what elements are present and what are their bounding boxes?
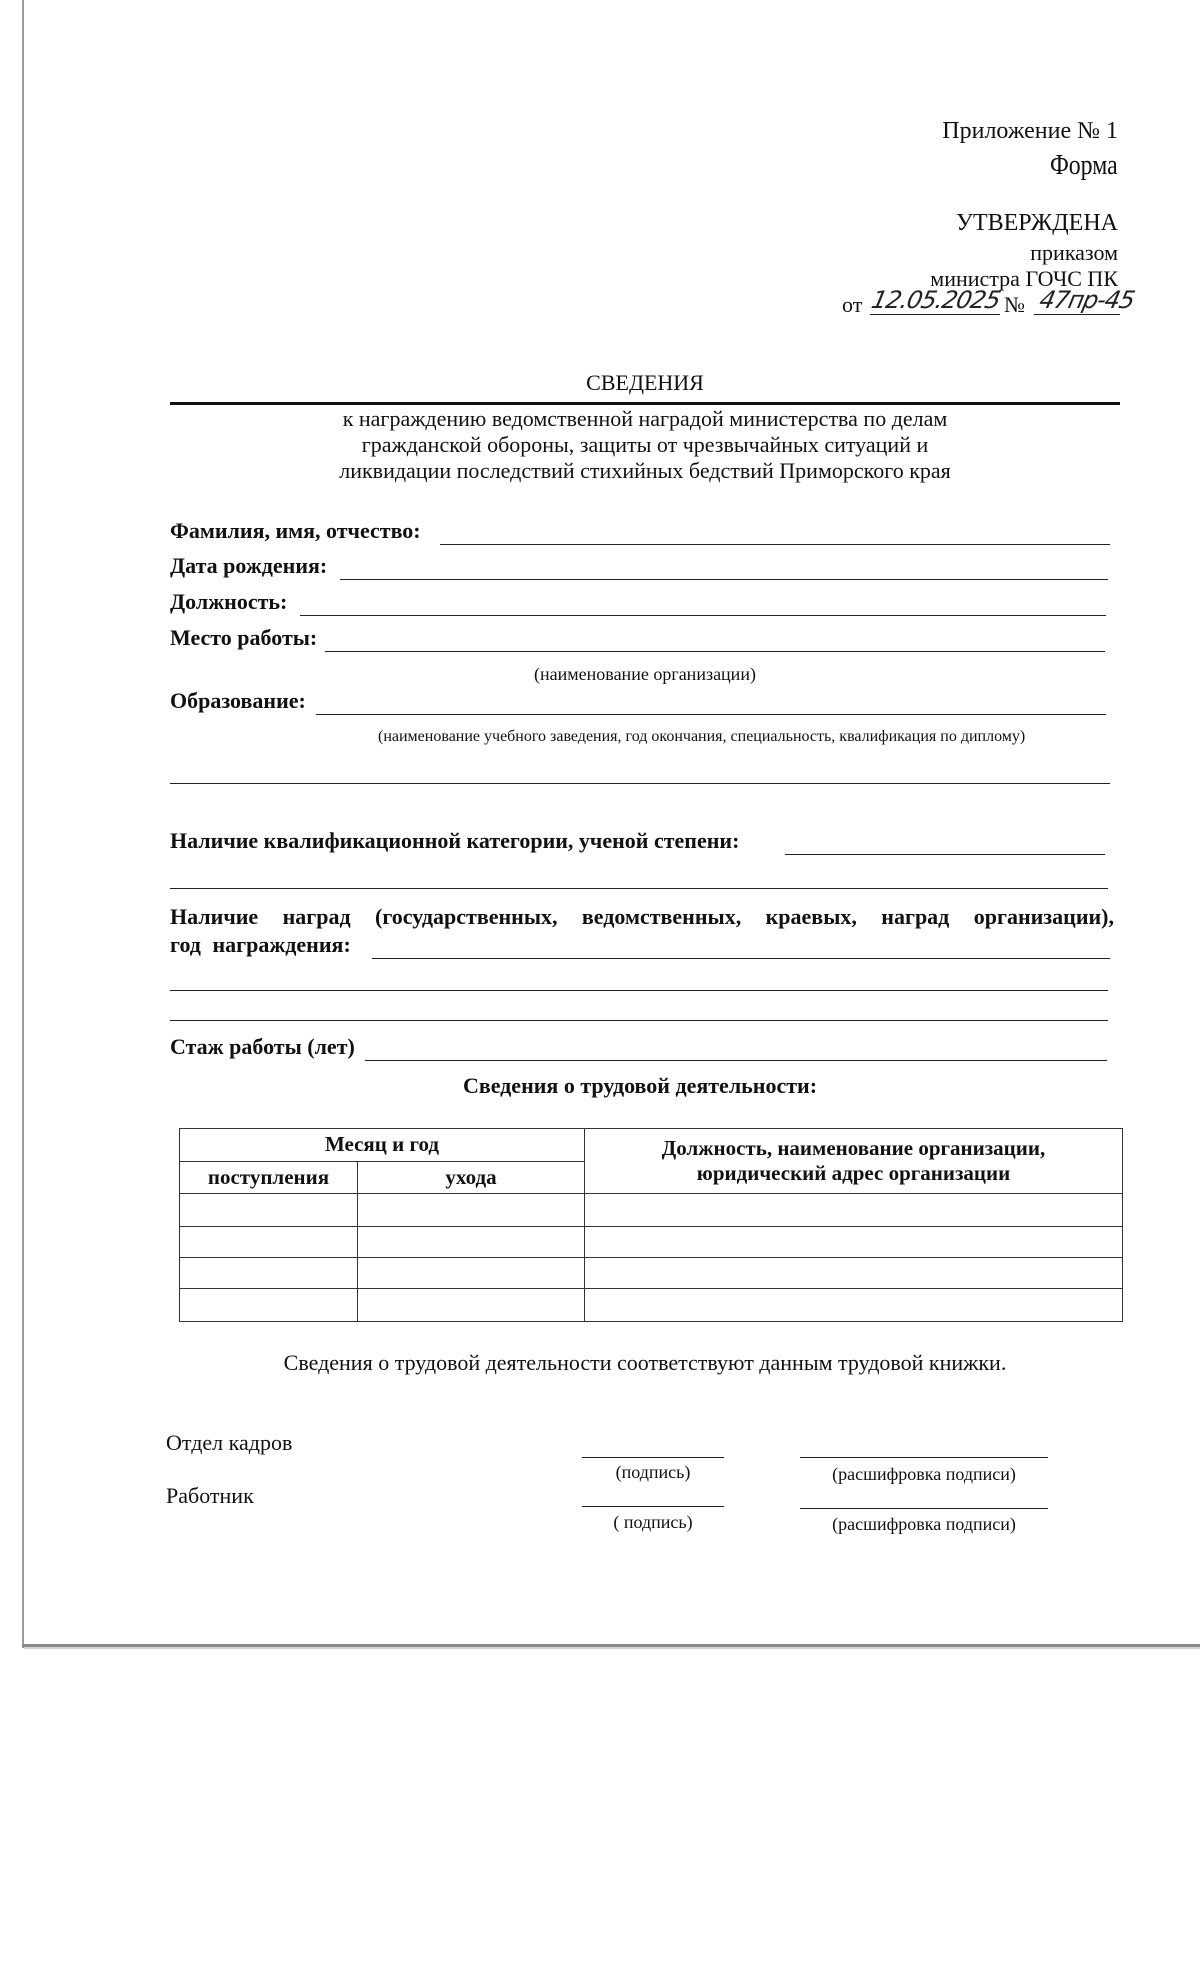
- education-field-continued[interactable]: [170, 783, 1110, 784]
- order-number-underline: [1034, 314, 1120, 315]
- title-rule: [170, 402, 1120, 405]
- qualification-label: Наличие квалификационной категории, ученой степени:: [170, 828, 740, 853]
- work-history-heading: Сведения о трудовой деятельности:: [462, 1073, 818, 1098]
- fio-label: Фамилия, имя, отчество:: [170, 518, 421, 543]
- employee-signature-field[interactable]: [582, 1506, 724, 1507]
- workplace-hint: (наименование организации): [534, 664, 756, 684]
- order-date-underline: [870, 314, 1000, 315]
- order-date-handwritten: 12.05.2025: [869, 286, 1003, 314]
- col-header-start: поступления: [180, 1161, 358, 1194]
- from-label: от: [842, 292, 863, 317]
- col-header-position-line-2: юридический адрес организации: [696, 1161, 1011, 1185]
- cell-end[interactable]: [358, 1226, 585, 1257]
- employee-label: Работник: [166, 1483, 254, 1508]
- qualification-field[interactable]: [785, 854, 1105, 855]
- awards-field-line-2[interactable]: [170, 990, 1108, 991]
- scan-edge-left: [22, 0, 24, 1648]
- cell-position[interactable]: [585, 1289, 1123, 1322]
- approved-label: УТВЕРЖДЕНА: [955, 210, 1118, 236]
- form-label: Форма: [1050, 150, 1118, 181]
- cell-end[interactable]: [358, 1257, 585, 1288]
- education-field[interactable]: [316, 714, 1106, 715]
- birth-date-label: Дата рождения:: [170, 553, 328, 578]
- cell-start[interactable]: [180, 1289, 358, 1322]
- appendix-label: Приложение № 1: [942, 118, 1118, 144]
- col-header-end: ухода: [358, 1161, 585, 1194]
- awards-label-line-2: год награждения:: [170, 932, 351, 957]
- cell-position[interactable]: [585, 1194, 1123, 1227]
- col-header-position: [585, 1129, 1123, 1194]
- experience-field[interactable]: [365, 1060, 1107, 1061]
- fio-field[interactable]: [440, 544, 1110, 545]
- col-header-position-line-1: Должность, наименование организации,: [661, 1136, 1046, 1160]
- cell-start[interactable]: [180, 1194, 358, 1227]
- cell-end[interactable]: [358, 1289, 585, 1322]
- document-title: СВЕДЕНИЯ: [586, 370, 704, 395]
- table-row: [180, 1194, 1123, 1227]
- cell-start[interactable]: [180, 1226, 358, 1257]
- table-row: [180, 1226, 1123, 1257]
- birth-date-field[interactable]: [340, 579, 1108, 580]
- awards-field[interactable]: [372, 958, 1110, 959]
- cell-position[interactable]: [585, 1257, 1123, 1288]
- order-number-handwritten: 47пр-45: [1037, 286, 1137, 314]
- employee-signature-decode-hint: (расшифровка подписи): [832, 1514, 1016, 1534]
- hr-signature-field[interactable]: [582, 1457, 724, 1458]
- experience-label: Стаж работы (лет): [170, 1034, 355, 1059]
- table-row: [180, 1289, 1123, 1322]
- hr-signature-decode-hint: (расшифровка подписи): [832, 1464, 1016, 1484]
- hr-signature-decode-field[interactable]: [800, 1457, 1048, 1458]
- order-label: приказом: [1030, 240, 1118, 265]
- workplace-field[interactable]: [325, 651, 1105, 652]
- cell-end[interactable]: [358, 1194, 585, 1227]
- hr-label: Отдел кадров: [166, 1430, 293, 1455]
- work-history-table: [179, 1128, 1123, 1322]
- employee-signature-decode-field[interactable]: [800, 1508, 1048, 1509]
- awards-label-line-1: Наличие наград (государственных, ведомственных, краевых, наград организации),: [170, 904, 1114, 929]
- awards-field-line-3[interactable]: [170, 1020, 1108, 1021]
- scan-shadow: [24, 1647, 1200, 1649]
- education-hint: (наименование учебного заведения, год окончания, специальность, квалификация по диплому): [378, 728, 1026, 745]
- cell-position[interactable]: [585, 1226, 1123, 1257]
- col-header-month-year: Месяц и год: [180, 1129, 585, 1162]
- workplace-label: Место работы:: [170, 625, 318, 650]
- employee-signature-hint: ( подпись): [613, 1512, 693, 1532]
- position-field[interactable]: [300, 615, 1106, 616]
- hr-signature-hint: (подпись): [615, 1462, 691, 1482]
- subtitle-line-3: ликвидации последствий стихийных бедствий Приморского края: [339, 458, 951, 483]
- subtitle-line-2: гражданской обороны, защиты от чрезвычайных ситуаций и: [361, 432, 929, 457]
- minister-label: министра ГОЧС ПК: [930, 266, 1118, 291]
- subtitle-line-1: к награждению ведомственной наградой министерства по делам: [342, 406, 948, 431]
- education-label: Образование:: [170, 688, 306, 713]
- cell-start[interactable]: [180, 1257, 358, 1288]
- work-history-note: Сведения о трудовой деятельности соответствуют данным трудовой книжки.: [283, 1350, 1007, 1375]
- qualification-field-continued[interactable]: [170, 888, 1108, 889]
- position-label: Должность:: [170, 589, 288, 614]
- number-label: №: [1004, 292, 1025, 317]
- table-row: [180, 1257, 1123, 1288]
